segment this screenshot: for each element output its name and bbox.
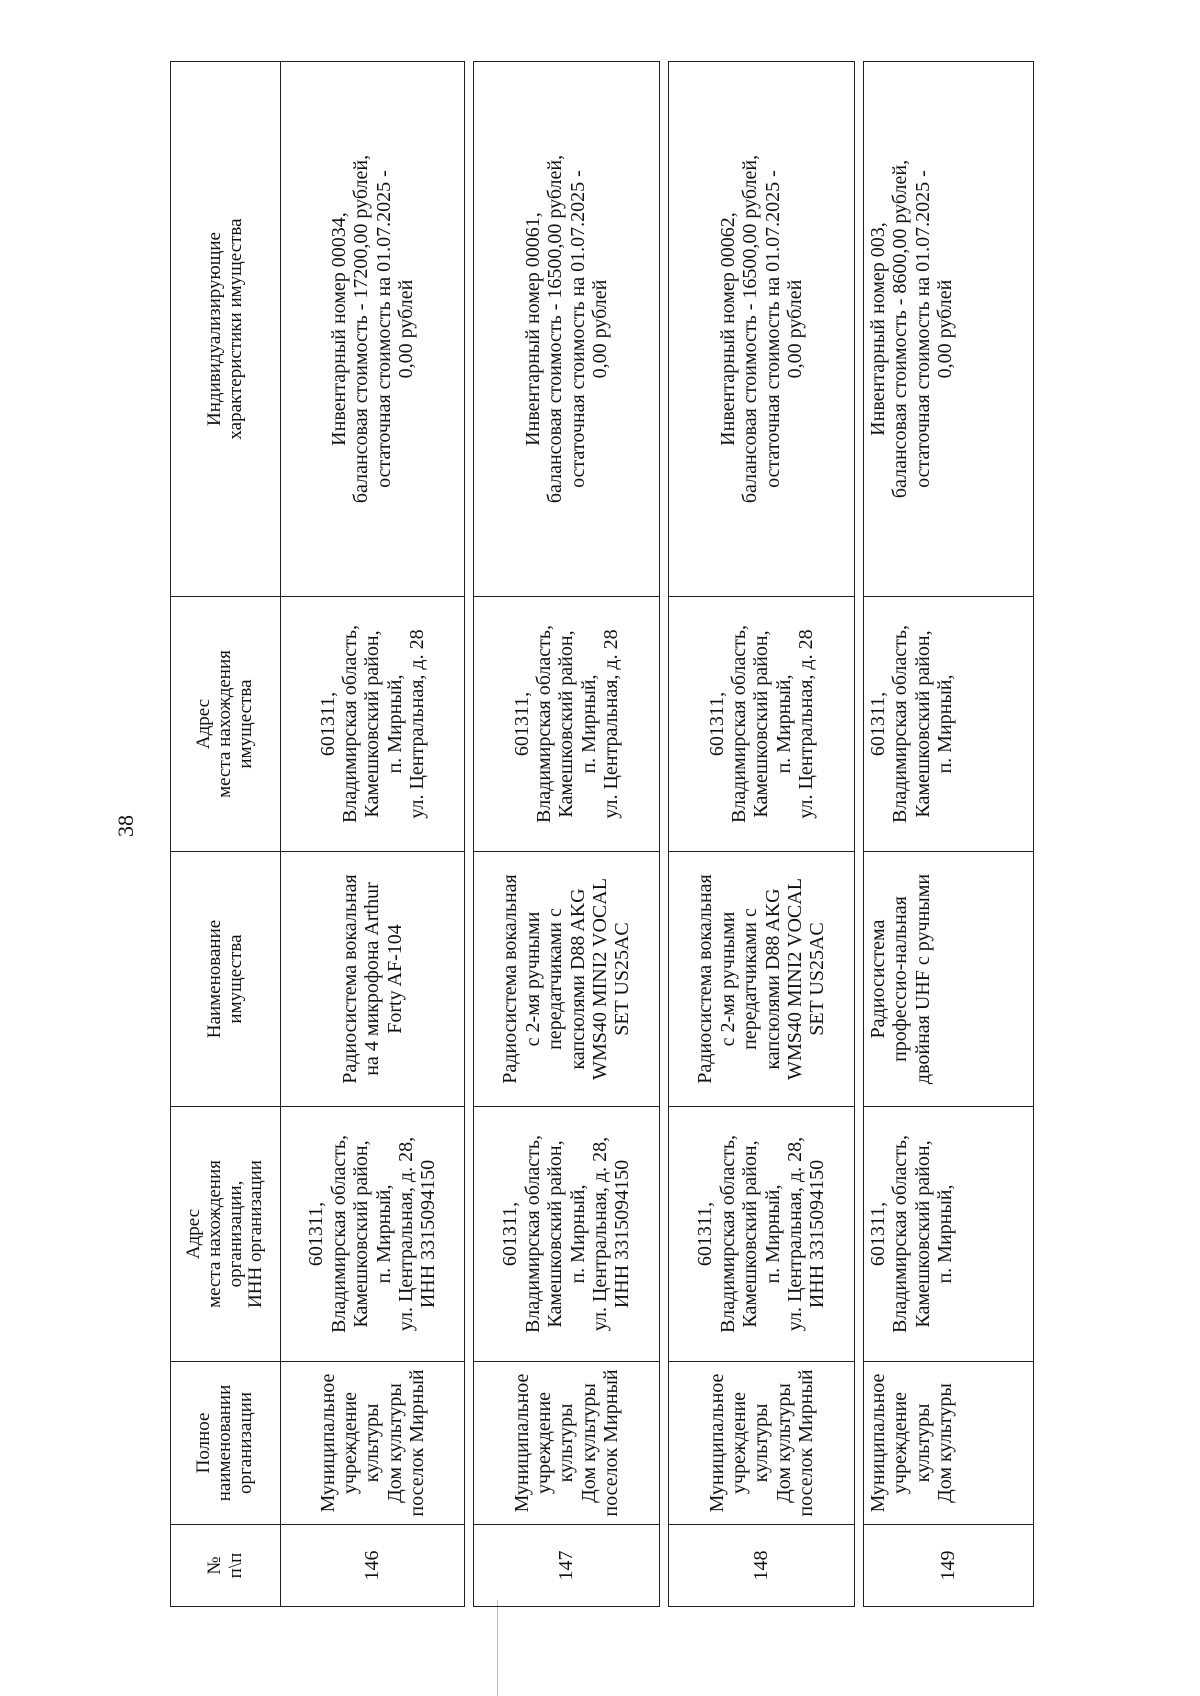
- row-number: 149: [864, 1525, 1034, 1607]
- header-property-address: Адрес места нахождения имущества: [171, 597, 281, 852]
- table-row: [281, 62, 465, 1607]
- property-name: Радиосистема профессио-нальная двойная UHF с ручными: [864, 852, 1034, 1107]
- organization-name: Муниципальное учреждение культуры Дом культуры: [864, 1362, 1034, 1525]
- property-characteristics: Инвентарный номер 00034, балансовая стоимость - 17200,00 рублей, остаточная стоимость на 01.07.2025 - 0,00 рублей: [281, 62, 465, 597]
- property-registry-table: [170, 61, 1034, 1607]
- table-row: [669, 62, 855, 1607]
- property-name: Радиосистема вокальная с 2-мя ручными передатчиками с капсюлями D88 AKG WMS40 MINI2 VOCAL SET US25AC: [474, 852, 660, 1107]
- row-number: 146: [281, 1525, 465, 1607]
- organization-address: 601311, Владимирская область, Камешковский район, п. Мирный, ул. Центральная, д. 28, ИНН 3315094150: [474, 1107, 660, 1362]
- property-name: Радиосистема вокальная на 4 микрофона Arthur Forty AF-104: [281, 852, 465, 1107]
- organization-name: Муниципальное учреждение культуры Дом культуры поселок Мирный: [669, 1362, 855, 1525]
- scan-artifact-line: [497, 1600, 498, 1696]
- property-characteristics: Инвентарный номер 00061, балансовая стоимость - 16500,00 рублей, остаточная стоимость на 01.07.2025 - 0,00 рублей: [474, 62, 660, 597]
- row-number: 148: [669, 1525, 855, 1607]
- header-property-characteristics: Индивидуализирующие характеристики имущества: [171, 62, 281, 597]
- header-property-name: Наименование имущества: [171, 852, 281, 1107]
- row-separator: [855, 62, 864, 1607]
- property-characteristics: Инвентарный номер 00062, балансовая стоимость - 16500,00 рублей, остаточная стоимость на 01.07.2025 - 0,00 рублей: [669, 62, 855, 597]
- property-name: Радиосистема вокальная с 2-мя ручными передатчиками с капсюлями D88 AKG WMS40 MINI2 VOCAL SET US25AC: [669, 852, 855, 1107]
- row-separator: [465, 62, 474, 1607]
- page-number: 38: [113, 815, 138, 837]
- organization-name: Муниципальное учреждение культуры Дом культуры поселок Мирный: [281, 1362, 465, 1525]
- table-row: [864, 62, 1034, 1607]
- table-row: [474, 62, 660, 1607]
- header-number: № п\п: [171, 1525, 281, 1607]
- property-address: 601311, Владимирская область, Камешковский район, п. Мирный,: [864, 597, 1034, 852]
- property-address: 601311, Владимирская область, Камешковский район, п. Мирный, ул. Центральная, д. 28: [669, 597, 855, 852]
- organization-address: 601311, Владимирская область, Камешковский район, п. Мирный,: [864, 1107, 1034, 1362]
- property-characteristics: Инвентарный номер 003, балансовая стоимость - 8600,00 рублей, остаточная стоимость на 01.07.2025 - 0,00 рублей: [864, 62, 1034, 597]
- row-number: 147: [474, 1525, 660, 1607]
- organization-address: 601311, Владимирская область, Камешковский район, п. Мирный, ул. Центральная, д. 28, ИНН 3315094150: [281, 1107, 465, 1362]
- rotated-table-wrapper: [170, 62, 1030, 1607]
- table-header-row: [171, 62, 281, 1607]
- row-separator: [660, 62, 669, 1607]
- property-address: 601311, Владимирская область, Камешковский район, п. Мирный, ул. Центральная, д. 28: [281, 597, 465, 852]
- organization-name: Муниципальное учреждение культуры Дом культуры поселок Мирный: [474, 1362, 660, 1525]
- header-organization-name: Полное наименовании организации: [171, 1362, 281, 1525]
- property-address: 601311, Владимирская область, Камешковский район, п. Мирный, ул. Центральная, д. 28: [474, 597, 660, 852]
- organization-address: 601311, Владимирская область, Камешковский район, п. Мирный, ул. Центральная, д. 28, ИНН 3315094150: [669, 1107, 855, 1362]
- header-organization-address: Адрес места нахождения организации, ИНН организации: [171, 1107, 281, 1362]
